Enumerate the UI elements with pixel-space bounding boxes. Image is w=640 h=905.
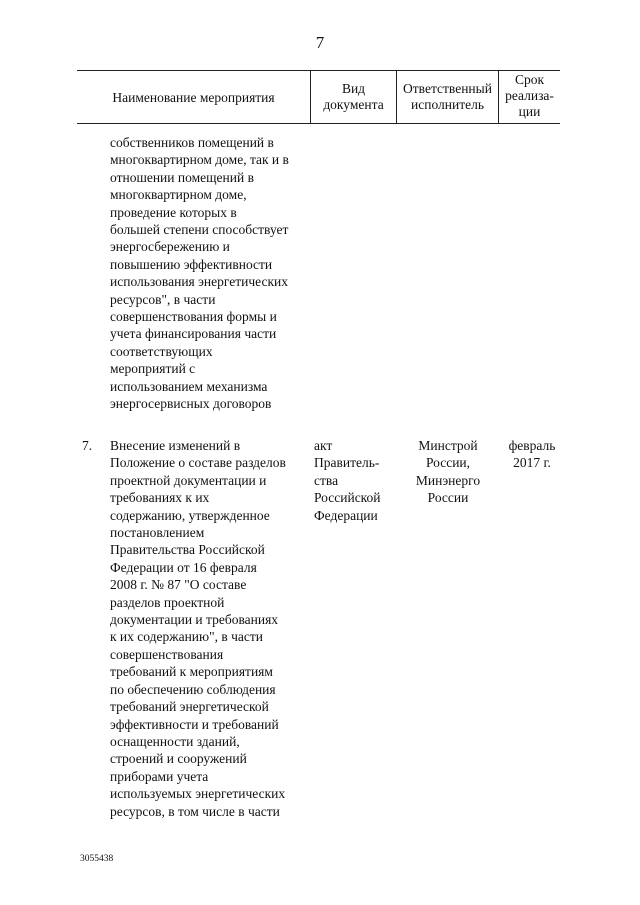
- header-deadline: Срок реализа- ции: [505, 72, 554, 119]
- row-7-number: 7.: [82, 438, 93, 453]
- header-doc-type: Вид документа: [323, 81, 384, 112]
- row-7-deadline: февраль 2017 г.: [508, 438, 556, 471]
- document-code: 3055438: [80, 854, 114, 864]
- header-name: Наименование мероприятия: [112, 90, 275, 105]
- row-7-doc-type: акт Правитель- ства Российской Федерации: [314, 438, 381, 523]
- page-number: 7: [315, 33, 325, 52]
- header-top-rule: [77, 70, 560, 71]
- header-bottom-rule: [77, 123, 560, 124]
- row-7-name: Внесение изменений в Положение о составе разделов проектной документации и требованиях к их содержанию, утвержденное постановлением Правительства Российской Федерации от 16 февраля 2008 г. № 87 "О составе разделов проектной документации и требованиях к их содержанию", в части совершенствования требований к мероприятиям по обеспечению соблюдения требований энергетической эффективности и требований оснащенности зданий, строений и сооружений приборами учета используемых энергетических ресурсов, в том числе в части: [110, 438, 286, 819]
- row-7-responsible: Минстрой России, Минэнерго России: [415, 438, 481, 506]
- continued-row-text: собственников помещений в многоквартирном доме, так и в отношении помещений в многоквартирном доме, проведение которых в большей степени способствует энергосбережению и повышению эффективности использования энергетических ресурсов", в части совершенствования формы и учета финансирования части соответствующих мероприятий с использованием механизма энергосервисных договоров: [110, 135, 289, 412]
- header-responsible: Ответственный исполнитель: [403, 81, 492, 112]
